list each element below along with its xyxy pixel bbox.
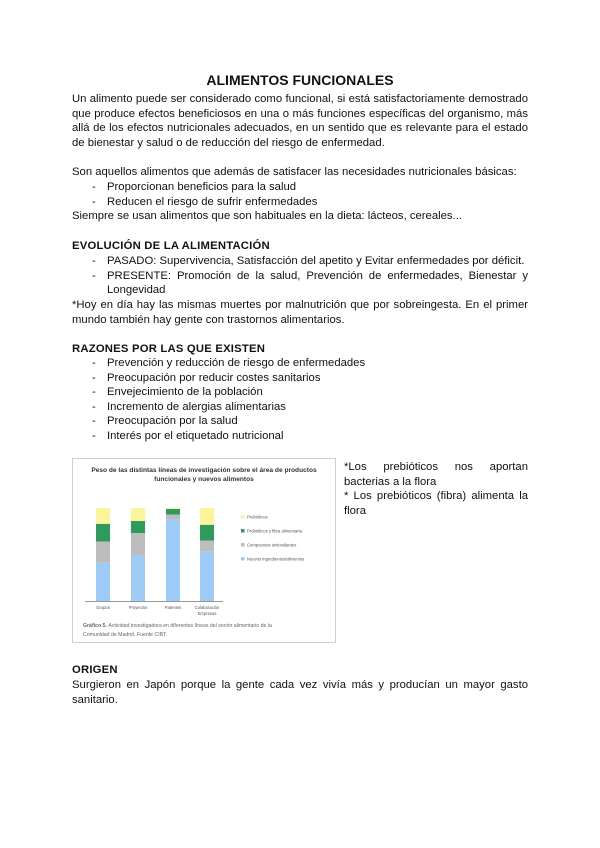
bar-segment [166, 515, 180, 520]
origen-heading: ORIGEN [72, 664, 118, 676]
chart-title: Peso de las distintas líneas de investigación sobre el área de productos [91, 467, 317, 474]
paragraph-3: Siempre se usan alimentos que son habituales en la dieta: lácteos, cereales... [72, 210, 462, 222]
caption-label: Gráfico 5. [83, 623, 109, 629]
razones-heading: RAZONES POR LAS QUE EXISTEN [72, 343, 266, 355]
page-title: ALIMENTOS FUNCIONALES [206, 72, 394, 88]
paragraph-2: Son aquellos alimentos que además de satisfacer las necesidades nutricionales básicas: [72, 166, 517, 178]
side-notes [344, 460, 528, 518]
bar-segment [131, 555, 145, 601]
bar-segment [166, 508, 180, 509]
legend-swatch [241, 515, 245, 519]
legend-label: Nuevos ingredientes/alimentos [247, 556, 305, 562]
bar-segment [200, 541, 214, 552]
legend-swatch [241, 557, 245, 561]
bar-segment [200, 525, 214, 541]
x-tick-label: Colaboración [194, 605, 220, 610]
legend-label: Prebióticos [247, 514, 268, 520]
bar-segment [131, 521, 145, 533]
stacked-bar-chart [73, 459, 335, 642]
list-item: - PRESENTE: Promoción de la salud, Prevención de enfermedades, Bienestar y Longevidad [72, 269, 528, 298]
bar-segment [166, 519, 180, 601]
chart-caption: Comunidad de Madrid. Fuente CIBT. [83, 632, 168, 638]
legend-swatch [241, 529, 245, 533]
list-item: - Interés por el etiquetado nutricional [72, 429, 528, 444]
list-item: - Preocupación por la salud [72, 414, 528, 429]
chart-title: funcionales y nuevos alimentos [154, 476, 254, 483]
bar-segment [96, 563, 110, 601]
legend-label: Probióticos y fibra alimentaria [247, 528, 302, 534]
bar-segment [131, 533, 145, 555]
evolucion-list [72, 254, 528, 298]
list-item: - Envejecimiento de la población [72, 385, 528, 400]
benefits-list [72, 180, 528, 209]
x-tick-label: Grupos [96, 605, 110, 610]
list-item: - Reducen el riesgo de sufrir enfermedades [72, 195, 528, 210]
list-item: - Preocupación por reducir costes sanitarios [72, 371, 528, 386]
bar-segment [96, 508, 110, 524]
list-item: - Prevención y reducción de riesgo de enfermedades [72, 356, 528, 371]
side-note: *Los prebióticos nos aportan bacterias a la flora [344, 461, 528, 488]
chart-image [72, 458, 336, 643]
origen-text: Surgieron en Japón porque la gente cada vez vivía más y producían un mayor gasto sanitario. [72, 679, 528, 706]
bar-segment [200, 552, 214, 601]
x-tick-label: Empresas [197, 611, 217, 616]
list-item: - Incremento de alergias alimentarias [72, 400, 528, 415]
list-item: - PASADO: Supervivencia, Satisfacción del apetito y Evitar enfermedades por déficit. [72, 254, 528, 269]
bar-segment [96, 524, 110, 542]
intro-paragraph: Un alimento puede ser considerado como funcional, si está satisfactoriamente demostrado que produce efectos beneficiosos en una o más funciones específicas del organismo, más allá de los efectos nutricionales adecuados, en un sentido que es relevante para el estado de bienestar y salud o de reducción del riesgo de enfermedad. [72, 93, 528, 149]
x-tick-label: Patentes [164, 605, 182, 610]
x-tick-label: Proyectos [128, 605, 148, 610]
bar-segment [96, 541, 110, 562]
list-item: - Proporcionan beneficios para la salud [72, 180, 528, 195]
chart-caption [83, 623, 272, 629]
evolucion-heading: EVOLUCIÓN DE LA ALIMENTACIÓN [72, 240, 270, 252]
caption-text: Actividad investigadora en diferentes líneas del sector alimentario de la [108, 623, 272, 629]
evolucion-note: *Hoy en día hay las mismas muertes por malnutrición que por sobreingesta. En el primer mundo también hay gente con trastornos alimentarios. [72, 299, 528, 326]
razones-list [72, 356, 528, 444]
bar-segment [131, 508, 145, 521]
bar-segment [166, 509, 180, 515]
legend-swatch [241, 543, 245, 547]
bar-segment [200, 508, 214, 525]
legend-label: Compuestos antioxidantes [247, 542, 297, 548]
side-note: * Los prebióticos (fibra) alimenta la flora [344, 490, 528, 517]
